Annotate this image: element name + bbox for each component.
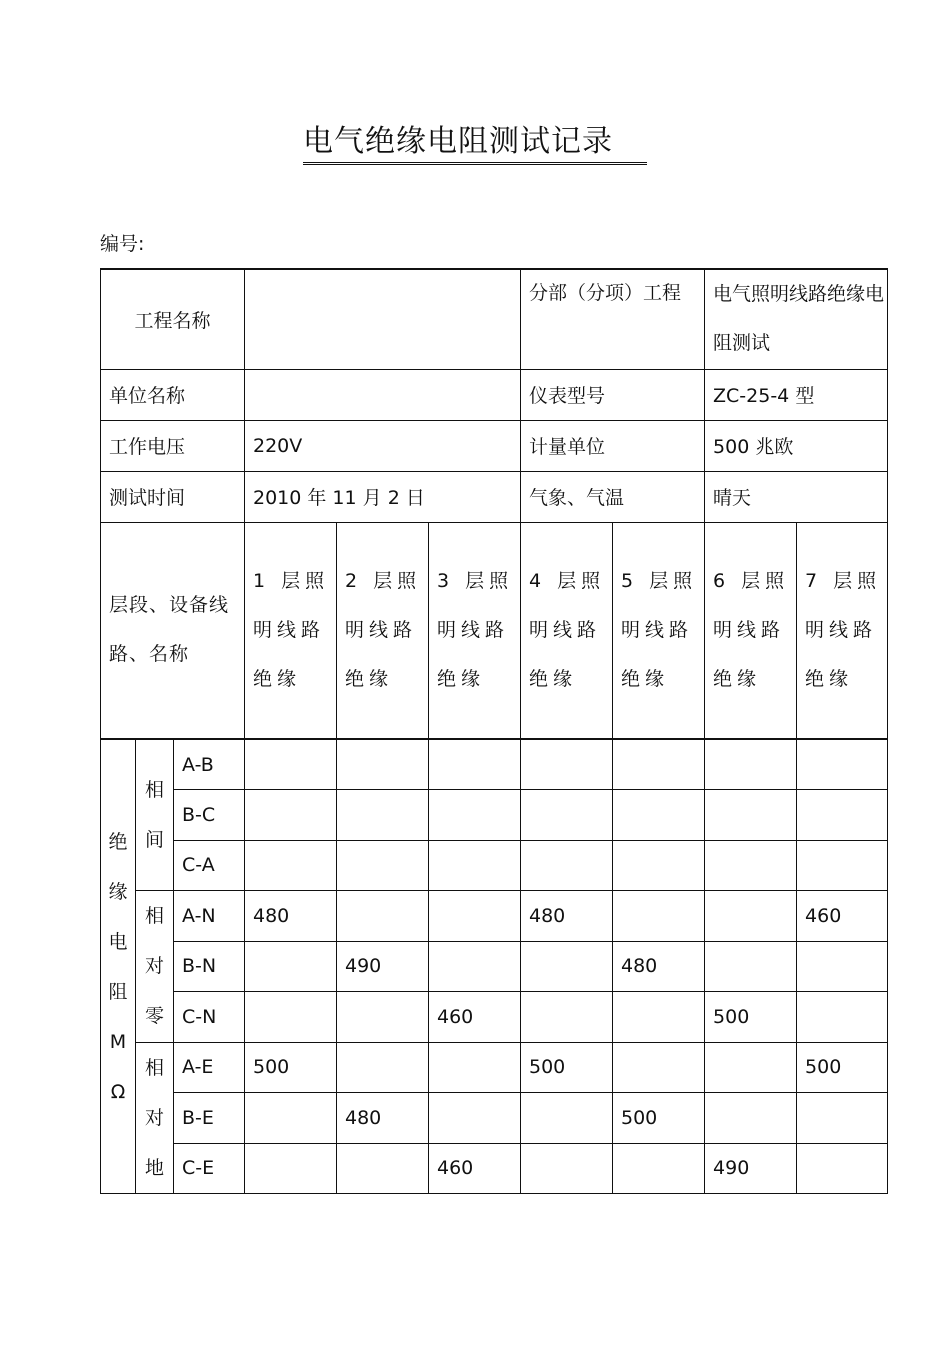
resistance-value-cell: 500 bbox=[245, 1042, 337, 1093]
resistance-value-cell bbox=[429, 790, 521, 841]
measure-unit-value: 500 兆欧 bbox=[705, 420, 888, 471]
column-header-floor-2: 2 层照明线路绝缘 bbox=[337, 522, 429, 739]
resistance-value-cell bbox=[245, 739, 337, 790]
resistance-value-cell bbox=[613, 1042, 705, 1093]
resistance-value-cell: 490 bbox=[705, 1143, 797, 1194]
weather-value: 晴天 bbox=[705, 471, 888, 522]
group-label bbox=[136, 1042, 174, 1194]
test-time-label: 测试时间 bbox=[101, 471, 245, 522]
resistance-value-cell bbox=[521, 992, 613, 1043]
group-label bbox=[136, 891, 174, 1043]
phase-label: A-N bbox=[174, 891, 245, 942]
column-header-floor-7: 7 层照明线路绝缘 bbox=[797, 522, 888, 739]
resistance-value-cell: 500 bbox=[613, 1093, 705, 1144]
voltage-label: 工作电压 bbox=[101, 420, 245, 471]
group-label-char: 地 bbox=[144, 1156, 164, 1179]
resistance-value-cell bbox=[705, 891, 797, 942]
resistance-value-cell bbox=[429, 1093, 521, 1144]
resistance-value-cell: 480 bbox=[337, 1093, 429, 1144]
resistance-value-cell bbox=[245, 840, 337, 891]
phase-label: B-N bbox=[174, 941, 245, 992]
resistance-value-cell bbox=[337, 840, 429, 891]
resistance-value-cell bbox=[705, 840, 797, 891]
resistance-value-cell bbox=[705, 739, 797, 790]
group-label bbox=[136, 739, 174, 891]
side-label-char: 绝 bbox=[108, 830, 128, 853]
phase-label: B-C bbox=[174, 790, 245, 841]
resistance-value-cell bbox=[521, 1093, 613, 1144]
resistance-value-cell: 500 bbox=[521, 1042, 613, 1093]
unit-name-label: 单位名称 bbox=[101, 369, 245, 420]
resistance-value-cell: 460 bbox=[429, 992, 521, 1043]
resistance-value-cell bbox=[613, 992, 705, 1043]
doc-number-label: 编号: bbox=[100, 233, 145, 255]
project-name-value bbox=[245, 269, 521, 369]
resistance-value-cell bbox=[429, 941, 521, 992]
group-label-char: 相 bbox=[144, 779, 164, 801]
meter-model-label: 仪表型号 bbox=[521, 369, 705, 420]
resistance-value-cell bbox=[337, 992, 429, 1043]
side-label-char: 缘 bbox=[108, 880, 128, 903]
test-time-value: 2010 年 11 月 2 日 bbox=[245, 471, 521, 522]
insulation-resistance-label bbox=[101, 739, 136, 1194]
subproject-value: 电气照明线路绝缘电阻测试 bbox=[705, 269, 888, 369]
phase-label: C-N bbox=[174, 992, 245, 1043]
resistance-value-cell bbox=[797, 1143, 888, 1194]
weather-label: 气象、气温 bbox=[521, 471, 705, 522]
resistance-value-cell bbox=[521, 790, 613, 841]
resistance-value-cell bbox=[429, 840, 521, 891]
test-record-table bbox=[100, 268, 888, 1194]
resistance-value-cell bbox=[521, 1143, 613, 1194]
phase-label: A-B bbox=[174, 739, 245, 790]
resistance-value-cell bbox=[245, 1143, 337, 1194]
resistance-value-cell: 490 bbox=[337, 941, 429, 992]
resistance-value-cell bbox=[337, 739, 429, 790]
resistance-value-cell bbox=[245, 941, 337, 992]
resistance-value-cell bbox=[797, 992, 888, 1043]
group-label-char: 零 bbox=[144, 1005, 164, 1028]
group-label-char: 对 bbox=[144, 1106, 164, 1129]
table-row bbox=[101, 739, 888, 790]
voltage-value: 220V bbox=[245, 420, 521, 471]
side-label-char: 电 bbox=[108, 930, 128, 953]
table-row bbox=[101, 790, 888, 841]
resistance-value-cell: 460 bbox=[429, 1143, 521, 1194]
resistance-value-cell bbox=[521, 840, 613, 891]
meter-model-value: ZC-25-4 型 bbox=[705, 369, 888, 420]
resistance-value-cell bbox=[797, 941, 888, 992]
measure-unit-label: 计量单位 bbox=[521, 420, 705, 471]
resistance-value-cell bbox=[521, 739, 613, 790]
group-label-char: 相 bbox=[144, 1056, 164, 1079]
phase-label: B-E bbox=[174, 1093, 245, 1144]
resistance-value-cell bbox=[613, 840, 705, 891]
side-label-char: Ω bbox=[110, 1080, 126, 1103]
resistance-value-cell bbox=[337, 1143, 429, 1194]
phase-label: A-E bbox=[174, 1042, 245, 1093]
resistance-value-cell: 480 bbox=[521, 891, 613, 942]
project-name-label: 工程名称 bbox=[101, 269, 245, 369]
page-title bbox=[0, 122, 950, 165]
side-label-char: 阻 bbox=[108, 980, 128, 1003]
section-label: 层段、设备线路、名称 bbox=[101, 522, 245, 739]
resistance-value-cell bbox=[429, 1042, 521, 1093]
title-text: 电气绝缘电阻测试记录 bbox=[303, 122, 647, 165]
resistance-value-cell bbox=[613, 891, 705, 942]
resistance-value-cell: 500 bbox=[797, 1042, 888, 1093]
table-row bbox=[101, 891, 888, 942]
column-header-floor-1: 1 层照明线路绝缘 bbox=[245, 522, 337, 739]
resistance-value-cell bbox=[797, 840, 888, 891]
group-label-char: 间 bbox=[144, 829, 164, 851]
resistance-value-cell bbox=[705, 790, 797, 841]
column-header-floor-6: 6 层照明线路绝缘 bbox=[705, 522, 797, 739]
resistance-value-cell bbox=[337, 790, 429, 841]
resistance-value-cell bbox=[337, 891, 429, 942]
resistance-value-cell bbox=[613, 739, 705, 790]
resistance-value-cell bbox=[797, 1093, 888, 1144]
resistance-value-cell bbox=[245, 1093, 337, 1144]
resistance-value-cell bbox=[245, 992, 337, 1043]
resistance-value-cell bbox=[705, 1042, 797, 1093]
resistance-value-cell bbox=[705, 941, 797, 992]
resistance-value-cell bbox=[613, 790, 705, 841]
table-row bbox=[101, 840, 888, 891]
resistance-value-cell bbox=[429, 739, 521, 790]
table-row bbox=[101, 1093, 888, 1144]
resistance-value-cell: 460 bbox=[797, 891, 888, 942]
resistance-value-cell: 500 bbox=[705, 992, 797, 1043]
column-header-floor-4: 4 层照明线路绝缘 bbox=[521, 522, 613, 739]
resistance-value-cell: 480 bbox=[613, 941, 705, 992]
resistance-value-cell bbox=[521, 941, 613, 992]
phase-label: C-A bbox=[174, 840, 245, 891]
resistance-value-cell bbox=[705, 1093, 797, 1144]
column-header-floor-3: 3 层照明线路绝缘 bbox=[429, 522, 521, 739]
column-header-floor-5: 5 层照明线路绝缘 bbox=[613, 522, 705, 739]
table-row bbox=[101, 1042, 888, 1093]
phase-label: C-E bbox=[174, 1143, 245, 1194]
subproject-label: 分部（分项）工程 bbox=[521, 269, 705, 369]
group-label-char: 对 bbox=[144, 955, 164, 978]
resistance-value-cell bbox=[429, 891, 521, 942]
resistance-value-cell bbox=[245, 790, 337, 841]
table-row bbox=[101, 1143, 888, 1194]
unit-name-value bbox=[245, 369, 521, 420]
group-label-char: 相 bbox=[144, 905, 164, 928]
resistance-value-cell bbox=[613, 1143, 705, 1194]
table-row bbox=[101, 941, 888, 992]
resistance-value-cell: 480 bbox=[245, 891, 337, 942]
resistance-value-cell bbox=[797, 739, 888, 790]
resistance-value-cell bbox=[337, 1042, 429, 1093]
resistance-value-cell bbox=[797, 790, 888, 841]
table-row bbox=[101, 992, 888, 1043]
side-label-char: M bbox=[109, 1030, 127, 1053]
